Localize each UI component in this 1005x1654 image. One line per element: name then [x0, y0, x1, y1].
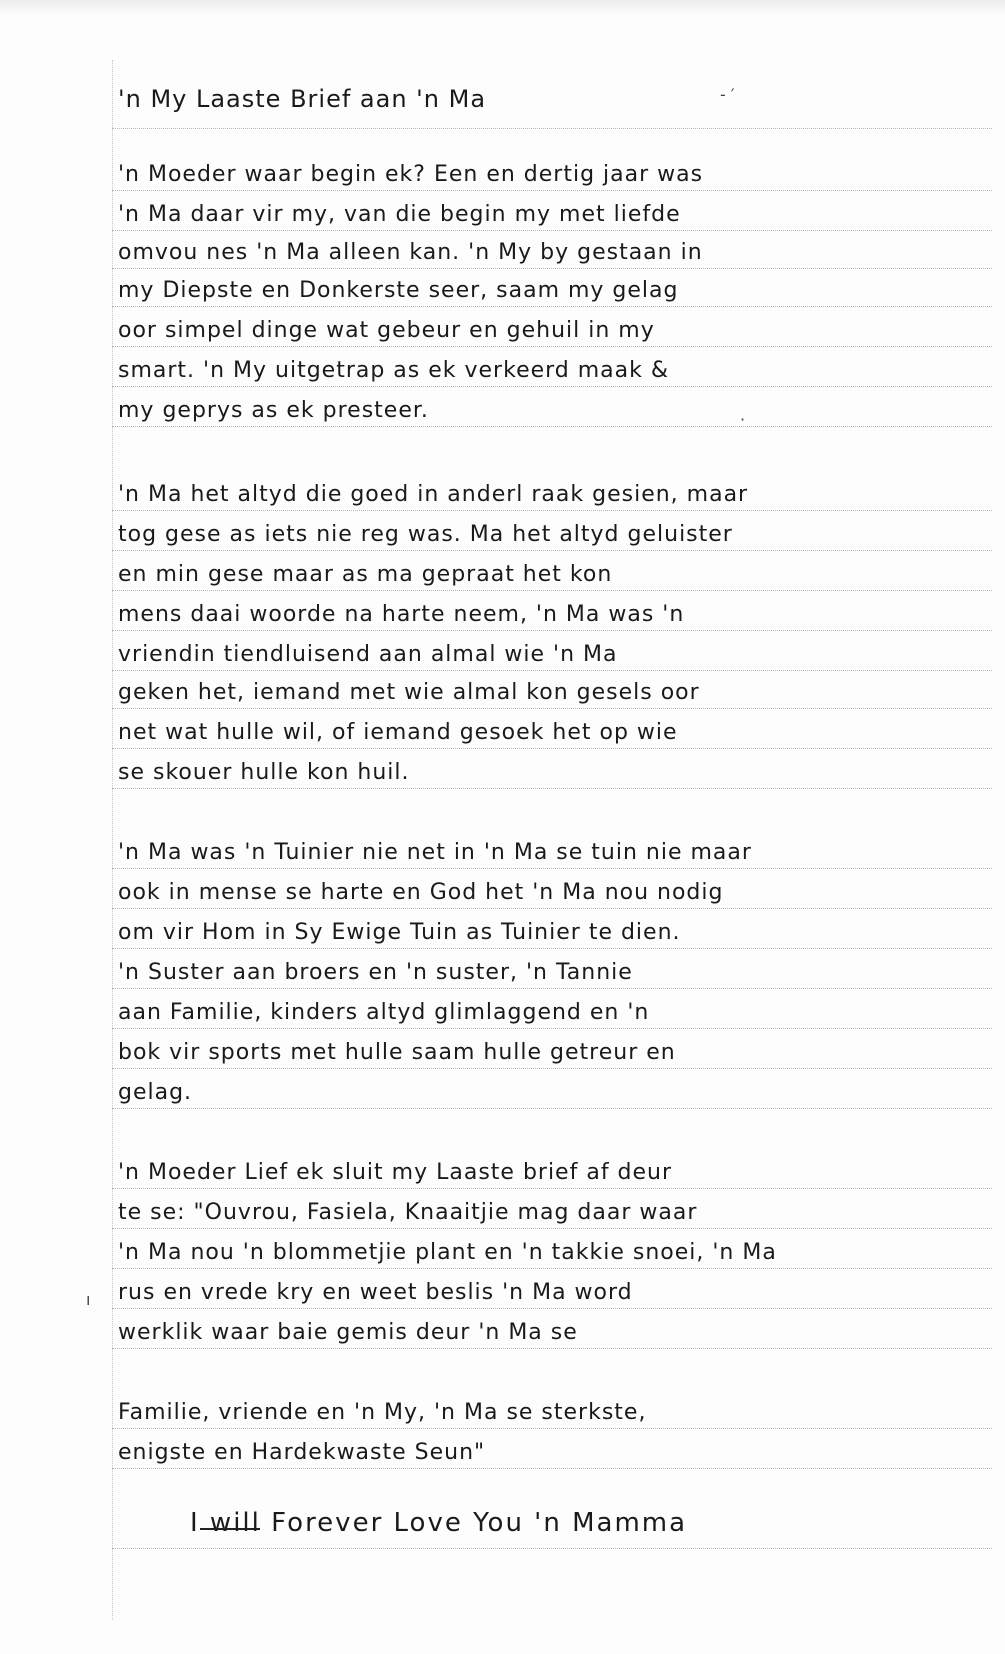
ruled-line [112, 988, 992, 989]
letter-line: 'n Ma daar vir my, van die begin my met liefde [118, 202, 681, 227]
ruled-line [112, 1428, 992, 1429]
ruled-line [112, 230, 992, 231]
ruled-line [112, 1028, 992, 1029]
closing-line: I will Forever Love You 'n Mamma [190, 1508, 688, 1538]
ruled-line [112, 268, 992, 269]
ruled-line [112, 1188, 992, 1189]
letter-line: 'n Ma was 'n Tuinier nie net in 'n Ma se tuin nie maar [118, 840, 752, 865]
letter-line: gelag. [118, 1080, 193, 1105]
letter-line: aan Familie, kinders altyd glimlaggend en 'n [118, 1000, 650, 1025]
letter-line: se skouer hulle kon huil. [118, 760, 410, 785]
letter-line: geken het, iemand met wie almal kon gesels oor [118, 680, 700, 705]
letter-line: bok vir sports met hulle saam hulle getreur en [118, 1040, 676, 1065]
scan-speck: ı [86, 1290, 91, 1309]
letter-line: mens daai woorde na harte neem, 'n Ma was 'n [118, 602, 685, 627]
ruled-line [112, 1228, 992, 1229]
letter-line: my geprys as ek presteer. [118, 398, 429, 423]
letter-line: 'n Ma het altyd die goed in anderl raak gesien, maar [118, 482, 749, 507]
ruled-line [112, 1068, 992, 1069]
ruled-line [112, 748, 992, 749]
letter-line: 'n Moeder Lief ek sluit my Laaste brief af deur [118, 1160, 673, 1185]
ruled-line [112, 1308, 992, 1309]
letter-line: oor simpel dinge wat gebeur en gehuil in my [118, 318, 655, 343]
scan-shadow [0, 0, 1005, 14]
ruled-line [112, 1108, 992, 1109]
ruled-line [112, 1268, 992, 1269]
ruled-line [112, 510, 992, 511]
scan-speck: ‑ ′ [720, 85, 735, 104]
ruled-line [112, 868, 992, 869]
letter-line: te se: "Ouvrou, Fasiela, Knaaitjie mag daar waar [118, 1200, 698, 1225]
ruled-line [112, 346, 992, 347]
ruled-line [112, 670, 992, 671]
ruled-line [112, 908, 992, 909]
letter-line: vriendin tiendluisend aan almal wie 'n Ma [118, 642, 618, 667]
ruled-line [112, 948, 992, 949]
ruled-line [112, 1548, 992, 1549]
ruled-line [112, 788, 992, 789]
ruled-line [112, 386, 992, 387]
letter-line: en min gese maar as ma gepraat het kon [118, 562, 613, 587]
ruled-line [112, 708, 992, 709]
ruled-line [112, 426, 992, 427]
letter-line: tog gese as iets nie reg was. Ma het altyd geluister [118, 522, 733, 547]
closing-underline [200, 1528, 260, 1530]
letter-line: enigste en Hardekwaste Seun" [118, 1440, 486, 1465]
ruled-line [112, 1468, 992, 1469]
letter-title: 'n My Laaste Brief aan 'n Ma [118, 85, 487, 113]
ruled-line [112, 550, 992, 551]
letter-line: net wat hulle wil, of iemand gesoek het op wie [118, 720, 678, 745]
ruled-line [112, 190, 992, 191]
letter-line: ook in mense se harte en God het 'n Ma nou nodig [118, 880, 724, 905]
ruled-line [112, 306, 992, 307]
letter-line: smart. 'n My uitgetrap as ek verkeerd maak & [118, 358, 670, 383]
letter-line: my Diepste en Donkerste seer, saam my gelag [118, 278, 679, 303]
letter-line: omvou nes 'n Ma alleen kan. 'n My by gestaan in [118, 240, 703, 265]
letter-line: rus en vrede kry en weet beslis 'n Ma word [118, 1280, 633, 1305]
ruled-line [112, 590, 992, 591]
ruled-line [112, 630, 992, 631]
ruled-line [112, 1348, 992, 1349]
letter-line: Familie, vriende en 'n My, 'n Ma se sterkste, [118, 1400, 647, 1425]
letter-line: 'n Ma nou 'n blommetjie plant en 'n takkie snoei, 'n Ma [118, 1240, 777, 1265]
margin-line [112, 60, 113, 1620]
letter-line: 'n Moeder waar begin ek? Een en dertig jaar was [118, 162, 704, 187]
letter-line: om vir Hom in Sy Ewige Tuin as Tuinier te dien. [118, 920, 681, 945]
letter-line: 'n Suster aan broers en 'n suster, 'n Tannie [118, 960, 633, 985]
scan-speck: · [740, 410, 746, 429]
letter-line: werklik waar baie gemis deur 'n Ma se [118, 1320, 578, 1345]
ruled-line [112, 128, 992, 129]
